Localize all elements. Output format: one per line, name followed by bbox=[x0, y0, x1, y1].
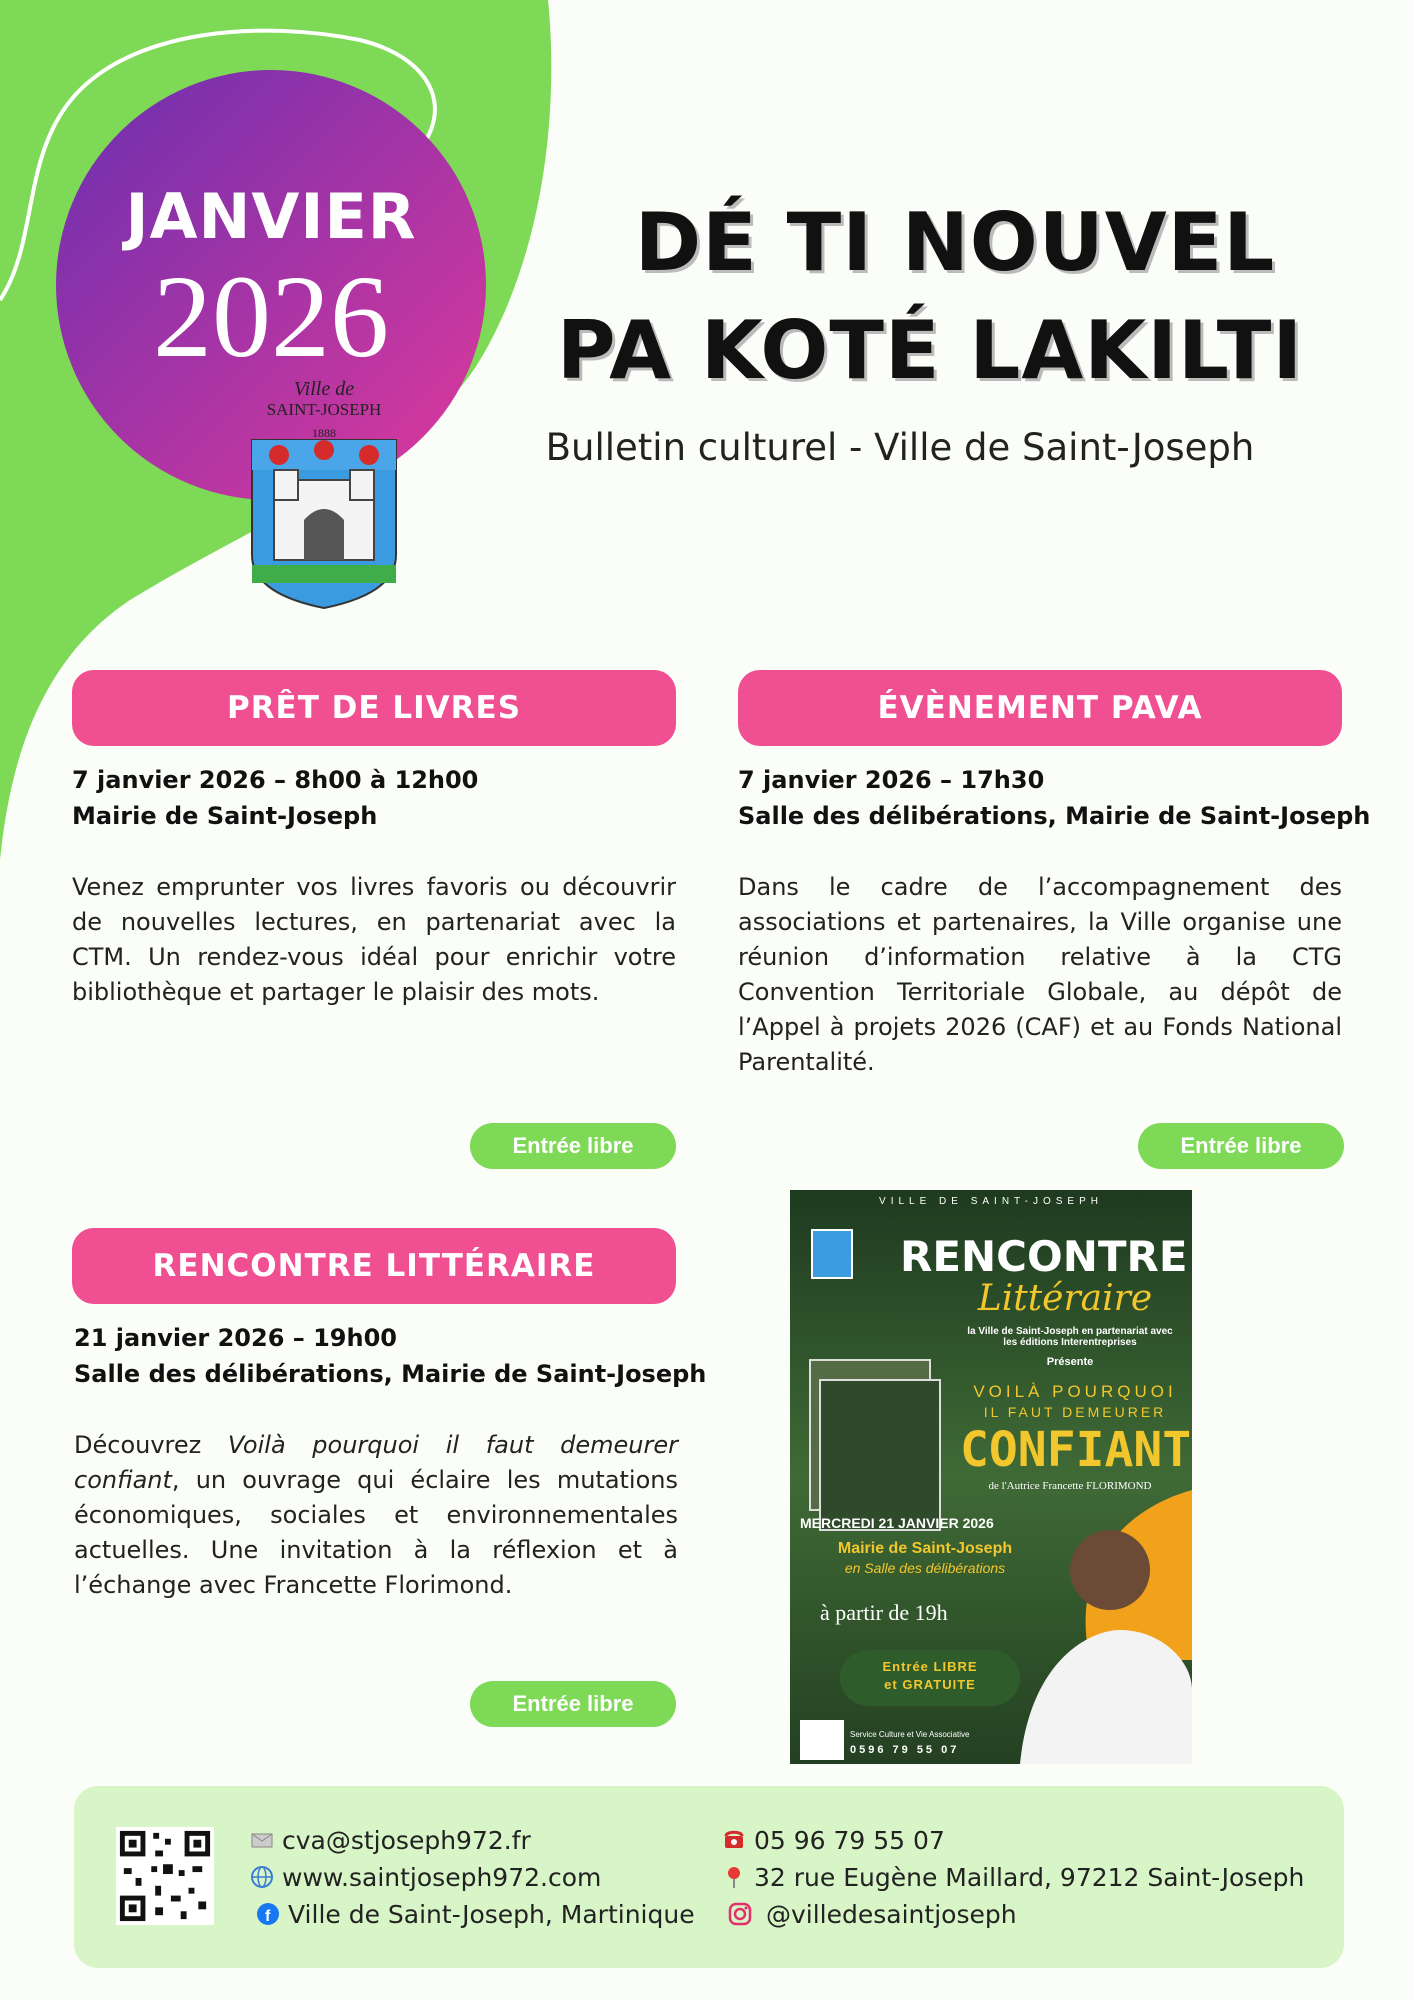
poster-partner: la Ville de Saint-Joseph en partenariat avec les éditions Interentreprises bbox=[967, 1326, 1173, 1348]
instagram-icon bbox=[728, 1902, 752, 1926]
crest-text-name: SAINT-JOSEPH bbox=[266, 400, 382, 419]
event-place: Mairie de Saint-Joseph bbox=[72, 802, 378, 830]
facebook-icon bbox=[256, 1902, 280, 1926]
entry-badge: Entrée libre bbox=[470, 1123, 676, 1169]
globe-icon bbox=[250, 1865, 274, 1889]
contact-address[interactable] bbox=[722, 1859, 1304, 1895]
poster-entry2: et GRATUITE bbox=[884, 1677, 976, 1692]
poster-entry1: Entrée LIBRE bbox=[882, 1659, 978, 1674]
description-intro: Découvrez bbox=[74, 1431, 228, 1459]
page-title-line1: DÉ TI NOUVEL bbox=[634, 196, 1276, 289]
entry-badge: Entrée libre bbox=[1138, 1123, 1344, 1169]
address-text: 32 rue Eugène Maillard, 97212 Saint-Joseph bbox=[754, 1862, 1305, 1892]
poster-service: Service Culture et Vie Associative bbox=[850, 1730, 970, 1739]
event-description bbox=[74, 1428, 678, 1603]
poster-place1: Mairie de Saint-Joseph bbox=[837, 1540, 1013, 1557]
book-title: Voilà pourquoi il faut demeurer confiant bbox=[74, 1431, 679, 1494]
map-pin-icon bbox=[722, 1865, 746, 1889]
email-text: cva@stjoseph972.fr bbox=[282, 1825, 531, 1855]
event-date: 21 janvier 2026 – 19h00 bbox=[74, 1324, 397, 1352]
contact-phone[interactable] bbox=[722, 1822, 945, 1858]
description-rest: , un ouvrage qui éclaire les mutations économiques, sociales et environnementales actuelles. Une invitation à la réflexion et à l’échange avec Francette Florimond. bbox=[74, 1466, 678, 1599]
event-title-pret-de-livres: PRÊT DE LIVRES bbox=[72, 670, 676, 746]
crest-text-year: 1888 bbox=[312, 426, 336, 440]
contact-instagram[interactable] bbox=[728, 1896, 1017, 1932]
event-place: Salle des délibérations, Mairie de Saint-Joseph bbox=[74, 1360, 707, 1388]
poster-book-line2: IL FAUT DEMEURER bbox=[983, 1404, 1167, 1420]
contact-facebook[interactable] bbox=[256, 1896, 695, 1932]
event-description: Venez emprunter vos livres favoris ou découvrir de nouvelles lectures, en partenariat avec la CTM. Un rendez-vous idéal pour enrichir votre bibliothèque et partager le plaisir des mots. bbox=[72, 873, 676, 1006]
poster-top-line: VILLE DE SAINT-JOSEPH bbox=[879, 1196, 1103, 1207]
phone-icon bbox=[722, 1828, 746, 1852]
svg-text:f: f bbox=[265, 1908, 271, 1925]
event-title-rencontre-litteraire: RENCONTRE LITTÉRAIRE bbox=[72, 1228, 676, 1304]
poster-phone: 0596 79 55 07 bbox=[850, 1744, 960, 1756]
website-text: www.saintjoseph972.com bbox=[282, 1862, 602, 1892]
poster-author: de l'Autrice Francette FLORIMOND bbox=[988, 1480, 1152, 1492]
event-poster bbox=[790, 1190, 1192, 1764]
event-title-evenement-pava: ÉVÈNEMENT PAVA bbox=[738, 670, 1342, 746]
poster-book-title: CONFIANT bbox=[960, 1422, 1192, 1478]
year-label: 2026 bbox=[153, 251, 389, 382]
event-description: Dans le cadre de l’accompagnement des associations et partenaires, la Ville organise une réunion d’information relative à la CTG Convention Territoriale Globale, au dépôt de l’Appel à projets 2026 (CAF) et au Fonds National Parentalité. bbox=[738, 873, 1342, 1076]
mail-icon bbox=[250, 1828, 274, 1852]
facebook-text: Ville de Saint-Joseph, Martinique bbox=[288, 1899, 695, 1929]
poster-presents: Présente bbox=[1046, 1356, 1094, 1368]
crest-text-ville: Ville de bbox=[293, 378, 355, 400]
page-title-line2: PA KOTÉ LAKILTI bbox=[556, 304, 1304, 397]
entry-badge: Entrée libre bbox=[470, 1681, 676, 1727]
poster-date: MERCREDI 21 JANVIER 2026 bbox=[800, 1515, 994, 1531]
phone-text: 05 96 79 55 07 bbox=[754, 1825, 945, 1855]
event-date: 7 janvier 2026 – 8h00 à 12h00 bbox=[72, 766, 479, 794]
qr-code-icon bbox=[116, 1826, 214, 1926]
month-label: JANVIER bbox=[125, 180, 417, 253]
poster-book-line1: VOILÀ POURQUOI bbox=[973, 1382, 1177, 1401]
poster-title: RENCONTRE bbox=[900, 1232, 1188, 1281]
poster-time: à partir de 19h bbox=[820, 1600, 948, 1625]
poster-subtitle: Littéraire bbox=[977, 1278, 1153, 1319]
instagram-text: @villedesaintjoseph bbox=[766, 1899, 1017, 1929]
event-date: 7 janvier 2026 – 17h30 bbox=[738, 766, 1045, 794]
contact-email[interactable] bbox=[250, 1822, 531, 1858]
event-place: Salle des délibérations, Mairie de Saint-Joseph bbox=[738, 802, 1371, 830]
poster-place2: en Salle des délibérations bbox=[844, 1560, 1006, 1576]
page-subtitle: Bulletin culturel - Ville de Saint-Joseph bbox=[545, 426, 1255, 469]
contact-website[interactable] bbox=[250, 1859, 601, 1895]
